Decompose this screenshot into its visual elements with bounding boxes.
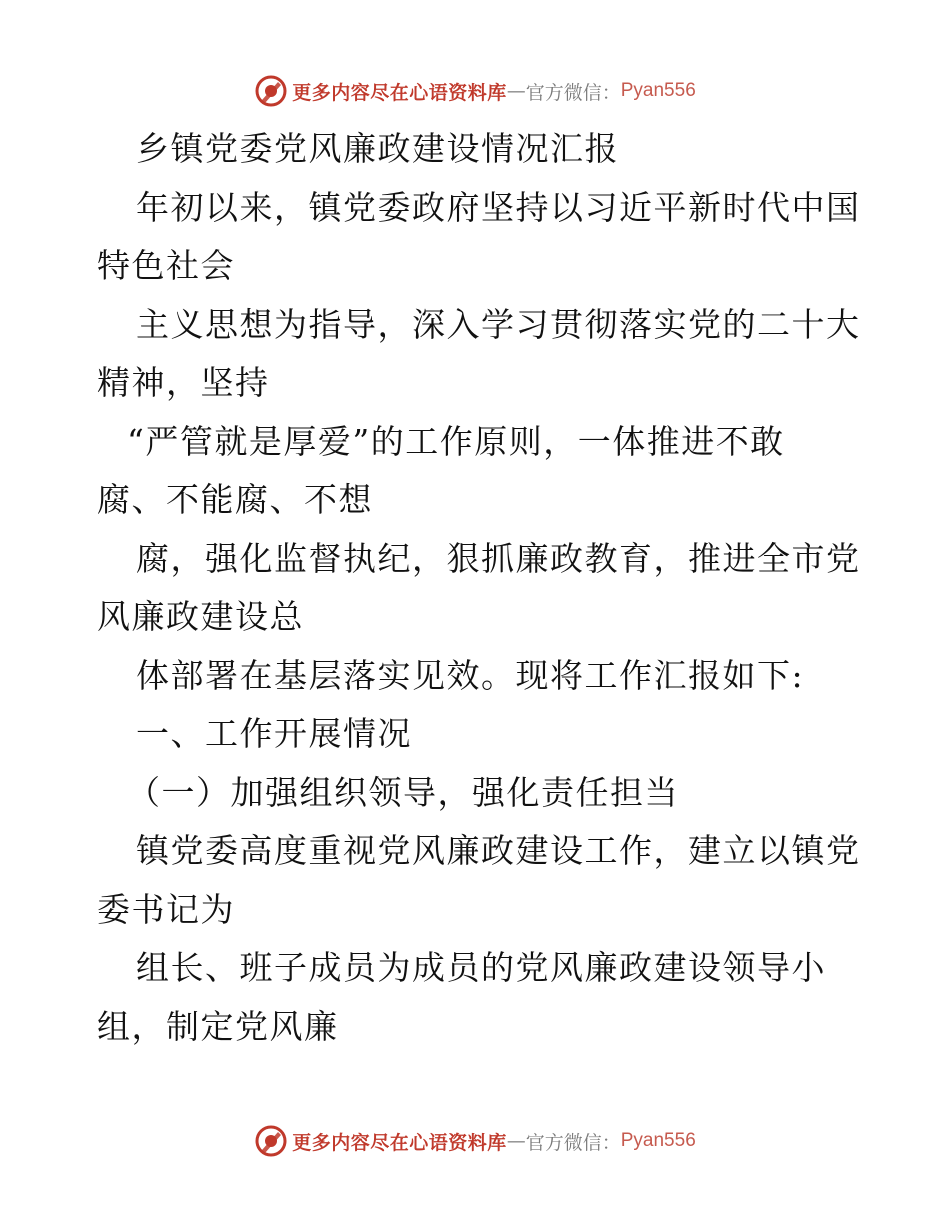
paragraph-line: “严管就是厚爱”的工作原则，一体推进不敢 <box>127 421 785 461</box>
paragraph-line: 组，制定党风廉 <box>97 1006 339 1046</box>
header-brand-text: 更多内容尽在心语资料库 <box>292 81 507 104</box>
footer-wechat-label: 官方微信： <box>525 1131 621 1154</box>
document-title: 乡镇党委党风廉政建设情况汇报 <box>136 129 619 168</box>
section-heading: 一、工作开展情况 <box>136 714 412 753</box>
footer-wechat-id: Pyan556 <box>620 1130 696 1151</box>
footer-separator: — <box>506 1130 526 1152</box>
paragraph-line: 组长、班子成员为成员的党风廉政建设领导小 <box>136 948 826 987</box>
subsection-heading: （一）加强组织领导，强化责任担当 <box>127 772 679 812</box>
header-wechat-id: Pyan556 <box>620 80 696 101</box>
paragraph-line: 腐，强化监督执纪，狠抓廉政教育，推进全市党 <box>136 538 861 578</box>
paragraph-line: 主义思想为指导，深入学习贯彻落实党的二十大 <box>136 304 861 344</box>
brand-logo-icon <box>254 74 288 108</box>
paragraph-line: 特色社会 <box>97 246 235 285</box>
paragraph-line: 精神，坚持 <box>97 363 270 402</box>
document-body <box>97 120 867 1056</box>
brand-logo-icon <box>254 1124 288 1158</box>
footer-watermark-banner <box>0 1121 950 1161</box>
header-separator: — <box>506 80 526 102</box>
paragraph-line: 风廉政建设总 <box>97 597 304 636</box>
paragraph-line: 腐、不能腐、不想 <box>97 480 373 519</box>
paragraph-line: 体部署在基层落实见效。现将工作汇报如下: <box>136 655 805 695</box>
paragraph-line: 委书记为 <box>97 889 235 929</box>
paragraph-line: 镇党委高度重视党风廉政建设工作，建立以镇党 <box>136 831 861 870</box>
header-wechat-label: 官方微信： <box>525 81 621 104</box>
header-watermark-banner <box>0 71 950 111</box>
footer-brand-text: 更多内容尽在心语资料库 <box>292 1131 507 1154</box>
paragraph-line: 年初以来，镇党委政府坚持以习近平新时代中国 <box>136 187 861 227</box>
